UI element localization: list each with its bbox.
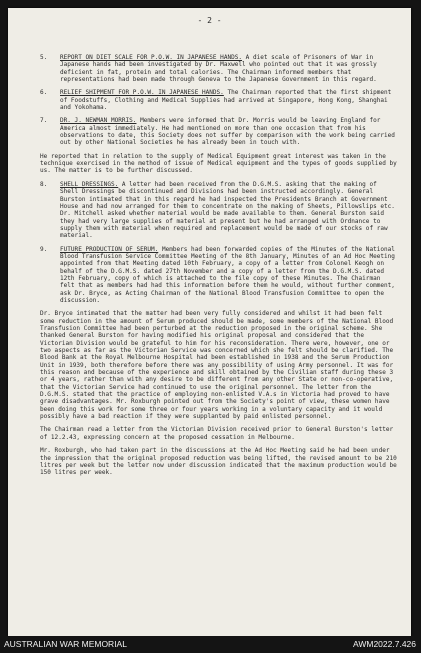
body-paragraph: Mr. Roxburgh, who had taken part in the discussions at the Ad Hoc Meeting said he had been under the impression that the original proposed reduction was being lifted, the revised amount to be 210 litres per week but the letter now under discussion indicated that the maximum production would be 150 litres per week. (40, 447, 397, 477)
item-text: A diet scale of Prisoners of War in Japanese hands had been investigated by Dr. Maxwell who pointed out that it was grossly deficient in fat, protein and total calories. The Chairman informed members that representations had been made through Geneva to the Japanese Government in this regard. (60, 54, 377, 84)
item-text: The Chairman reported that the first shipment of Foodstuffs, Clothing and Medical Supplies had arrived at Singapore, Hong Kong, Shanghai and Yokohama. (60, 89, 392, 112)
minute-item-9 (40, 246, 398, 305)
minutes-body (40, 54, 398, 483)
item-text: A letter had been received from the D.G.M.S. asking that the making of Shell Dressings be discontinued and Divisions had been instructed accordingly. General Burston intimated that in this regard he had inspected the Presidents Branch at Government House and had now arranged for them to concentrate on the making of Sheets, Pillowslips etc. Dr. Mitchell asked whether material would be made available to them. General Burston said they had very large supplies of material at present but he had arranged with Ordnance to supply them with material when required and replacement would be made of our stocks of raw material. (60, 180, 395, 240)
item-number: 7. (40, 117, 48, 125)
minute-item-6 (40, 89, 398, 111)
minute-item-7 (40, 117, 398, 146)
item-text: Members were informed that Dr. Morris would be leaving England for America almost immediately. He had mentioned on more than one occasion that from his observations to date, this Society does not suffer by comparison with the work being carried out by other National Societies he has already been in touch with. (60, 117, 395, 147)
item-heading: FUTURE PRODUCTION OF SERUM. (60, 245, 159, 253)
item-number: 5. (40, 54, 48, 61)
item-heading: RELIEF SHIPMENT FOR P.O.W. IN JAPANESE HANDS. (60, 89, 224, 97)
footer-institution: AUSTRALIAN WAR MEMORIAL (4, 639, 127, 649)
document-page (8, 8, 411, 636)
body-paragraph: The Chairman read a letter from the Victorian Division received prior to General Burston's letter of 12.2.43, expressing concern at the proposed cessation in Melbourne. (40, 426, 394, 441)
item-heading: DR. J. NEWMAN MORRIS. (60, 117, 137, 125)
minute-item-5 (40, 54, 398, 83)
item-7-continuation: He reported that in relation to the supply of Medical Equipment great interest was taken in the technique exercised in the method of issue of Medical equipment and the types of goods supplied by us. The matter is to be further discussed. (40, 152, 397, 175)
page-number: - 2 - (197, 16, 222, 25)
minute-item-8 (40, 181, 398, 240)
item-heading: REPORT ON DIET SCALE FOR P.O.W. IN JAPANESE HANDS. (60, 54, 243, 61)
item-number: 8. (40, 180, 48, 188)
item-number: 9. (40, 245, 48, 253)
archive-footer (0, 636, 421, 653)
item-number: 6. (40, 89, 48, 97)
footer-reference: AWM2022.7.426 (353, 639, 416, 649)
item-heading: SHELL DRESSINGS. (60, 180, 119, 188)
item-text: Members had been forwarded copies of the Minutes of the National Blood Transfusion Service Committee Meeting of the 8th January, Minutes of an Ad Hoc Meeting appointed from that Meeting dated 10th February, a copy of a letter from Colonel Keogh on behalf of the D.G.M.S. dated 27th November and a copy of a letter from the D.G.M.S. dated 12th February, copy of which is attached to the file copy of these Minutes. The Chairman felt that as members had had this information before them he would, without further comment, ask Dr. Bryce, as Acting Chairman of the National Blood Transfusion Committee to open the discussion. (60, 245, 395, 304)
body-paragraph: Dr. Bryce intimated that the matter had been very fully considered and whilst it had been felt some reduction in the amount of Serum produced should be made, some members of the National Blood Transfusion Committee had been perturbed at the reduction proposed in the original scheme. She thanked General Burston for having modified his original proposal and considered that the Victorian Division would be grateful to him for his reconsideration. There were, however, one or two aspects as far as the Victorian Service was concerned which she felt should be clarified. The Blood Bank at the Royal Melbourne Hospital had been established in 1938 and the Serum Production Unit in 1939, both therefore before there was any possibility of using Army personnel. It was for this reason and because of the experience and skill obtained by the Civilian staff during these 3 or 4 years, rather than with any desire to be different from any other State or non-co-operative, that the Victorian Service had continued to use the original personnel. The letter from the D.G.M.S. stated that the practice of employing non-enlisted V.A.s in Victoria had proved to have grave disadvantages. Mr. Roxburgh pointed out from the Society's point of view, these women have been doing this work for some three or four years working in a voluntary capacity and it would possibly have a bad reaction if they were supplanted by paid enlisted personnel. (40, 310, 394, 421)
